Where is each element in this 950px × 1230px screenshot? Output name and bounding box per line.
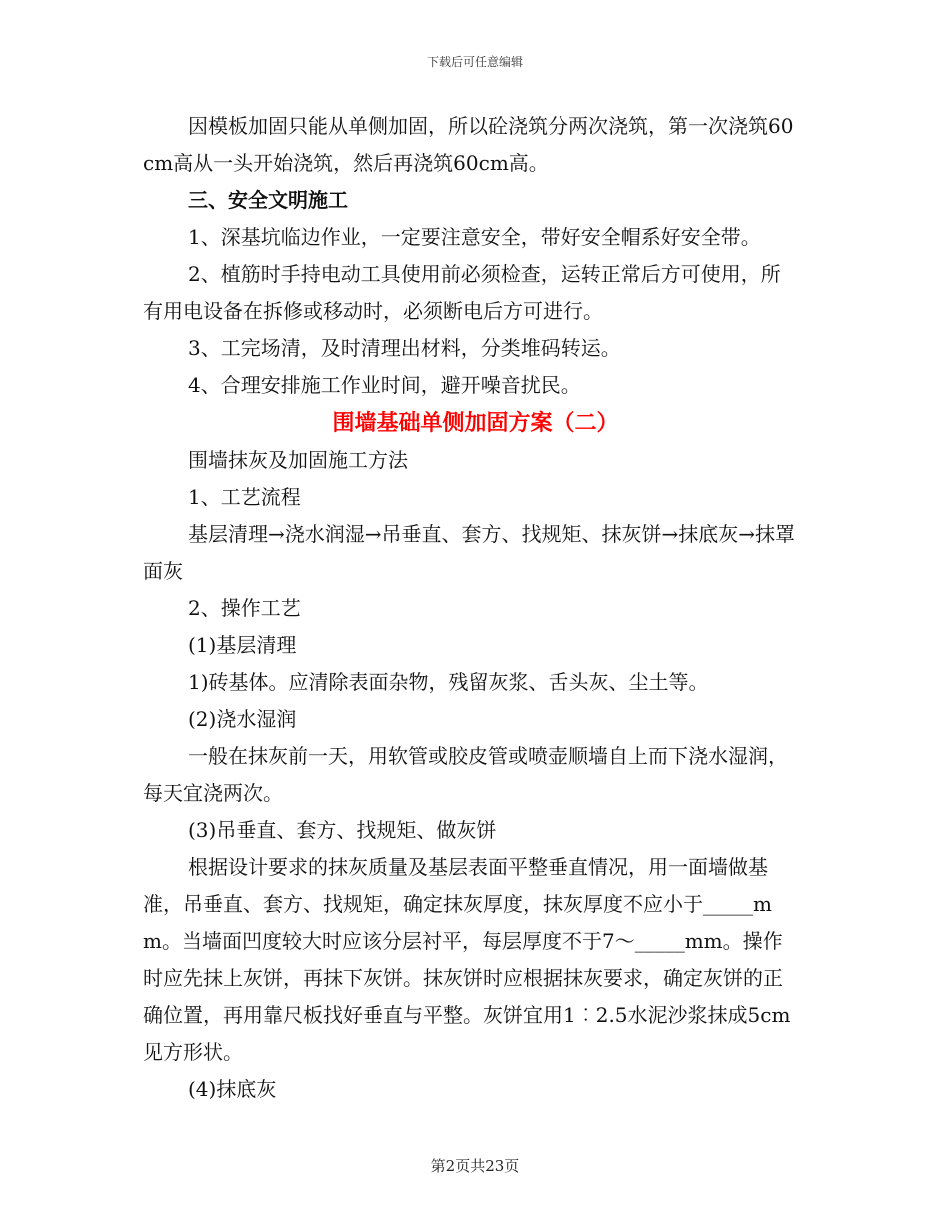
method-intro: 围墙抹灰及加固施工方法 [188, 448, 408, 472]
step-4-heading: (4)抹底灰 [188, 1077, 277, 1101]
safety-item-1: 1、深基坑临边作业，一定要注意安全，带好安全帽系好安全带。 [188, 225, 761, 249]
step-1-text: 1)砖基体。应清除表面杂物，残留灰浆、舌头灰、尘土等。 [188, 670, 709, 694]
step-1-heading: (1)基层清理 [188, 633, 297, 657]
page-footer: 第2页共23页 [430, 1157, 520, 1175]
safety-item-2: 2、植筋时手持电动工具使用前必须检查，运转正常后方可使用，所有用电设备在拆修或移动时，必须断电后方可进行。 [143, 262, 781, 323]
process-flow-text: 基层清理→浇水润湿→吊垂直、套方、找规矩、抹灰饼→抹底灰→抹罩面灰 [143, 522, 796, 583]
step-3-heading: (3)吊垂直、套方、找规矩、做灰饼 [188, 818, 497, 842]
step-3-text: 根据设计要求的抹灰质量及基层表面平整垂直情况，用一面墙做基准，吊垂直、套方、找规矩，确定抹灰厚度，抹灰厚度不应小于_____mm。当墙面凹度较大时应该分层衬平，每层厚度不于7～_____mm。操作时应先抹上灰饼，再抹下灰饼。抹灰饼时应根据抹灰要求，确定灰饼的正确位置，再用靠尺板找好垂直与平整。灰饼宜用1︰2.5水泥沙浆抹成5cm见方形状。 [143, 855, 791, 1064]
safety-item-4: 4、合理安排施工作业时间，避开噪音扰民。 [188, 373, 581, 397]
section-heading-safety: 三、安全文明施工 [188, 188, 348, 212]
document-body [143, 108, 798, 1108]
step-2-text: 一般在抹灰前一天，用软管或胶皮管或喷壶顺墙自上而下浇水湿润，每天宜浇两次。 [143, 744, 788, 805]
safety-item-3: 3、工完场清，及时清理出材料，分类堆码转运。 [188, 336, 621, 360]
document-section-title: 围墙基础单侧加固方案（二） [332, 410, 619, 436]
subheading-operation: 2、操作工艺 [188, 596, 301, 620]
paragraph-pour-method: 因模板加固只能从单侧加固，所以砼浇筑分两次浇筑，第一次浇筑60cm高从一头开始浇筑，然后再浇筑60cm高。 [143, 114, 794, 175]
page-header: 下载后可任意编辑 [426, 55, 523, 69]
subheading-process-flow: 1、工艺流程 [188, 485, 301, 509]
step-2-heading: (2)浇水湿润 [188, 707, 297, 731]
